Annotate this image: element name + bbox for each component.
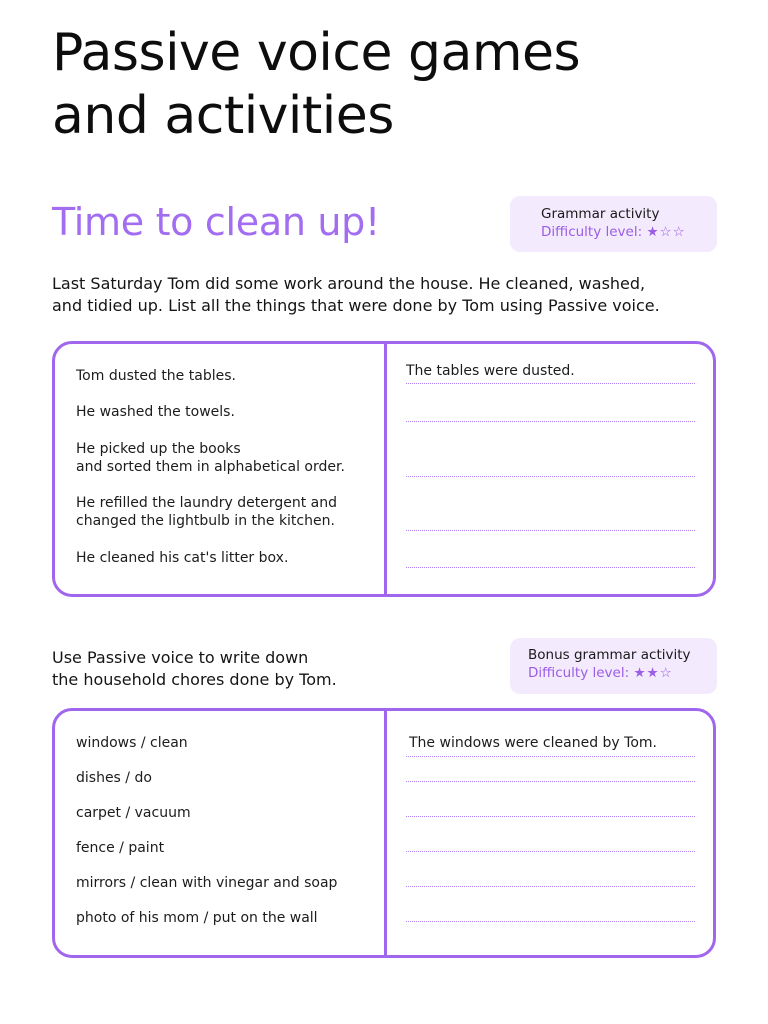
example-answer: The windows were cleaned by Tom. [409, 735, 657, 751]
prompt-item [76, 367, 236, 385]
bonus-exercise-table [52, 708, 716, 958]
prompt-item [76, 403, 235, 421]
answer-line[interactable] [406, 851, 695, 852]
badge-label: Bonus grammar activity [528, 647, 691, 663]
answer-line[interactable] [406, 476, 695, 477]
example-answer: The tables were dusted. [406, 363, 575, 379]
difficulty-label: Difficulty level: [541, 224, 643, 240]
section-title: Time to clean up! [52, 200, 380, 244]
prompt-item [76, 440, 345, 476]
prompt-line: and sorted them in alphabetical order. [76, 459, 345, 475]
page-title-line-2: and activities [52, 86, 394, 146]
instructions-line-1: Last Saturday Tom did some work around the house. He cleaned, washed, [52, 274, 646, 293]
answer-line[interactable] [406, 816, 695, 817]
bonus-activity-badge [510, 638, 717, 694]
difficulty-label: Difficulty level: [528, 665, 630, 681]
column-divider [384, 341, 387, 597]
prompt-item: photo of his mom / put on the wall [76, 910, 318, 926]
exercise-table [52, 341, 716, 597]
answer-line[interactable] [406, 886, 695, 887]
prompt-item: fence / paint [76, 840, 165, 856]
badge-label: Grammar activity [541, 206, 660, 222]
page-title [52, 22, 732, 148]
prompt-item: carpet / vacuum [76, 805, 191, 821]
answer-line[interactable] [406, 567, 695, 568]
prompt-item: windows / clean [76, 735, 188, 751]
answer-line[interactable] [406, 383, 695, 384]
instructions-line-1: Use Passive voice to write down [52, 648, 309, 667]
prompt-line: changed the lightbulb in the kitchen. [76, 513, 335, 529]
answer-line[interactable] [406, 921, 695, 922]
prompt-line: He picked up the books [76, 441, 241, 457]
difficulty-level [541, 223, 717, 241]
instructions [52, 273, 732, 317]
column-divider [384, 708, 387, 958]
prompt-line: He cleaned his cat's litter box. [76, 550, 289, 566]
prompt-line: Tom dusted the tables. [76, 368, 236, 384]
answer-line[interactable] [406, 421, 695, 422]
answer-line[interactable] [406, 756, 695, 757]
bonus-instructions [52, 647, 472, 691]
prompt-item: dishes / do [76, 770, 152, 786]
difficulty-level [528, 664, 717, 682]
activity-badge [510, 196, 717, 252]
difficulty-stars-icon: ★☆☆ [646, 224, 686, 240]
prompt-item [76, 549, 288, 567]
answer-line[interactable] [406, 530, 695, 531]
instructions-line-2: the household chores done by Tom. [52, 670, 337, 689]
instructions-line-2: and tidied up. List all the things that were done by Tom using Passive voice. [52, 296, 660, 315]
answer-line[interactable] [406, 781, 695, 782]
page-title-line-1: Passive voice games [52, 23, 581, 83]
prompt-line: He washed the towels. [76, 404, 235, 420]
difficulty-stars-icon: ★★☆ [633, 665, 673, 681]
prompt-item [76, 494, 337, 530]
prompt-line: He refilled the laundry detergent and [76, 495, 337, 511]
prompt-item: mirrors / clean with vinegar and soap [76, 875, 338, 891]
